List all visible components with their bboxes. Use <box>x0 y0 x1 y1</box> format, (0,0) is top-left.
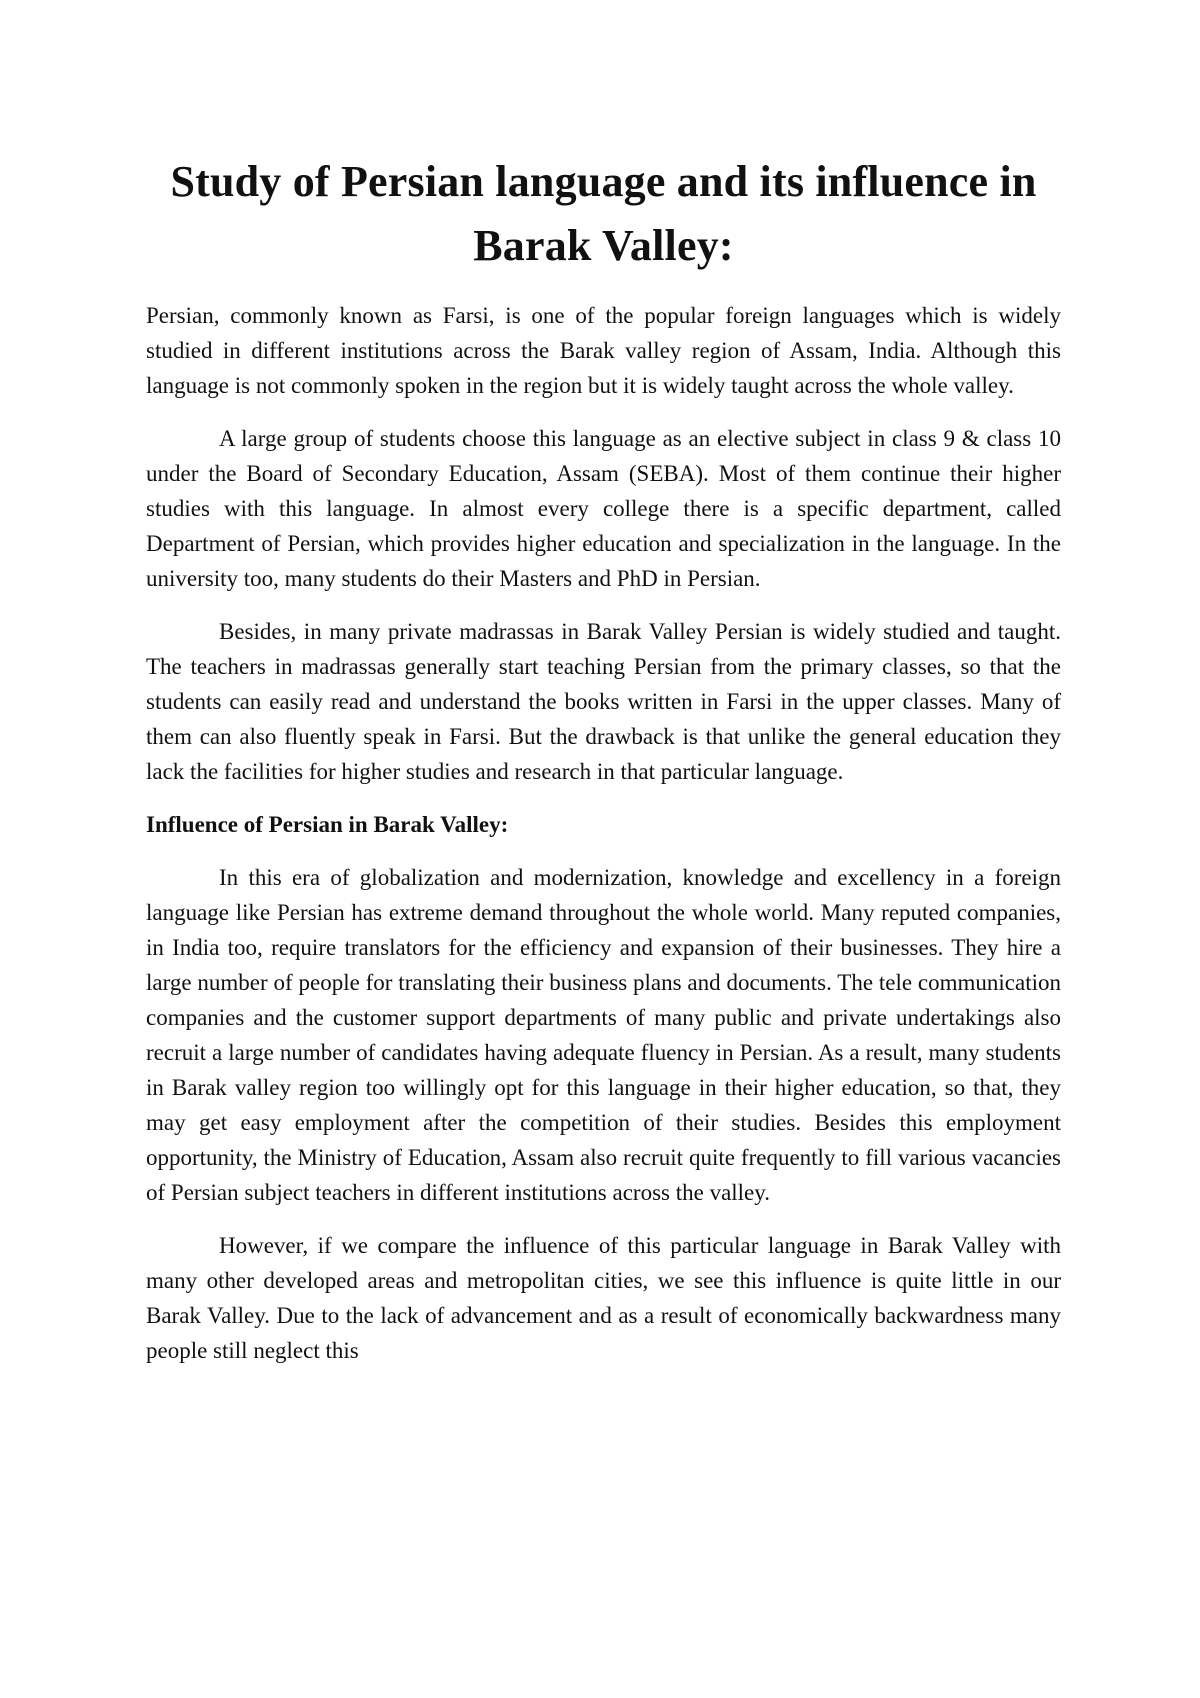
paragraph-students: A large group of students choose this language as an elective subject in class 9 & class 10 under the Board of Secondary Education, Assam (SEBA). Most of them continue their higher studies with this language. In almost every college there is a specific department, called Department of Persian, which provides higher education and specialization in the language. In the university too, many students do their Masters and PhD in Persian. <box>146 426 1061 591</box>
document-body <box>146 150 1061 1368</box>
paragraph-comparison: However, if we compare the influence of this particular language in Barak Valley with many other developed areas and metropolitan cities, we see this influence is quite little in our Barak Valley. Due to the lack of advancement and as a result of economically backwardness many people still neglect this <box>146 1233 1061 1363</box>
section-heading: Influence of Persian in Barak Valley: <box>146 812 509 837</box>
paragraph-intro: Persian, commonly known as Farsi, is one of the popular foreign languages which is widely studied in different institutions across the Barak valley region of Assam, India. Although this language is not commonly spoken in the region but it is widely taught across the whole valley. <box>146 303 1061 398</box>
paragraph-globalization: In this era of globalization and modernization, knowledge and excellency in a foreign language like Persian has extreme demand throughout the whole world. Many reputed companies, in India too, require translators for the efficiency and expansion of their businesses. They hire a large number of people for translating their business plans and documents. The tele communication companies and the customer support departments of many public and private undertakings also recruit a large number of candidates having adequate fluency in Persian. As a result, many students in Barak valley region too willingly opt for this language in their higher education, so that, they may get easy employment after the competition of their studies. Besides this employment opportunity, the Ministry of Education, Assam also recruit quite frequently to fill various vacancies of Persian subject teachers in different institutions across the valley. <box>146 865 1061 1205</box>
paragraph-madrassas: Besides, in many private madrassas in Barak Valley Persian is widely studied and taught. The teachers in madrassas generally start teaching Persian from the primary classes, so that the students can easily read and understand the books written in Farsi in the upper classes. Many of them can also fluently speak in Farsi. But the drawback is that unlike the general education they lack the facilities for higher studies and research in that particular language. <box>146 619 1061 784</box>
document-title: Study of Persian language and its influence in Barak Valley: <box>170 157 1037 270</box>
